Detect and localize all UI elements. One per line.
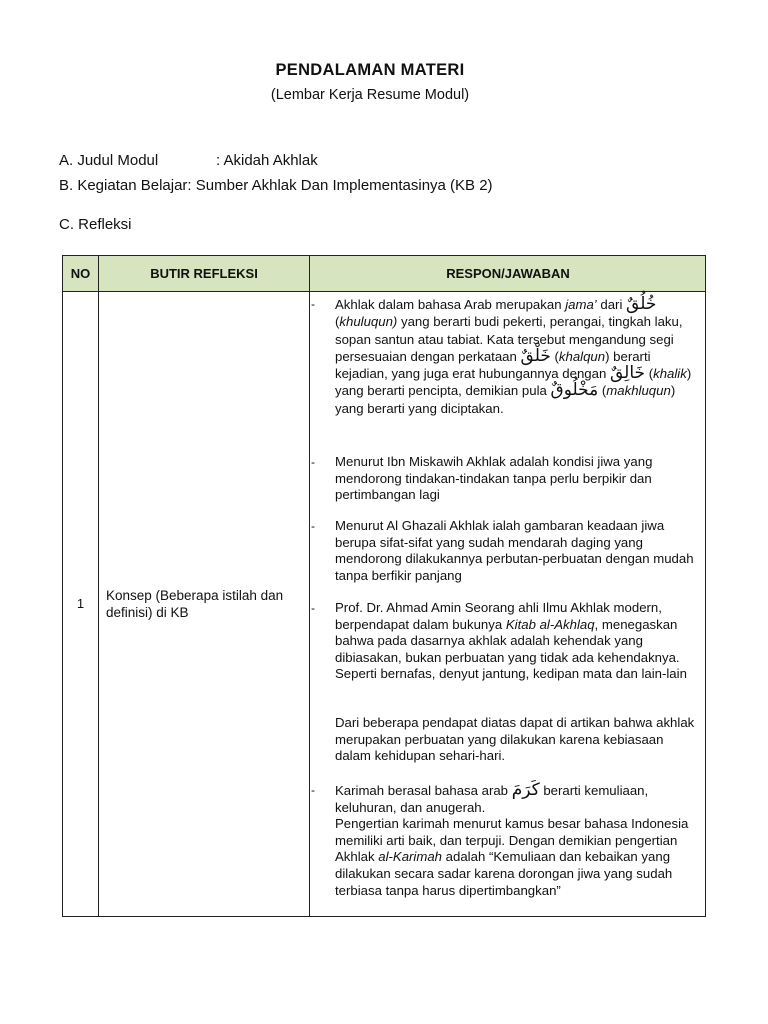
column-divider xyxy=(98,256,99,916)
column-header-no: NO xyxy=(70,266,91,281)
module-title-line xyxy=(59,152,318,169)
module-title-value: : Akidah Akhlak xyxy=(216,152,318,169)
response-item-al-ghazali: - Menurut Al Ghazali Akhlak ialah gambaran keadaan jiwa berupa sifat-sifat yang sudah mendarah daging yang mendorong dilakukannya perbutan-perbuatan dengan mudah tanpa berfikir panjang xyxy=(311,518,694,583)
response-item-ibn-miskawih: - Menurut Ibn Miskawih Akhlak adalah kondisi jiwa yang mendorong tindakan-tindakan tanpa perlu berpikir dan pertimbangan lagi xyxy=(311,454,653,503)
arabic-word: خُلُقٌ xyxy=(626,294,657,314)
learning-activity-label: B. Kegiatan Belajar xyxy=(59,177,188,194)
bullet-dash: - xyxy=(311,297,315,311)
column-header-respon: RESPON/JAWABAN xyxy=(446,266,570,281)
bullet-dash: - xyxy=(311,519,315,533)
column-header-butir: BUTIR REFLEKSI xyxy=(150,266,258,281)
response-item-ahmad-amin: - Prof. Dr. Ahmad Amin Seorang ahli Ilmu Akhlak modern, berpendapat dalam bukunya Kitab al-Akhlaq, menegaskan bahwa pada dasarnya akhlak adalah kehendak yang dibiasakan, bukan perbuatan yang tidak ada kehendaknya. Seperti bernafas, denyut jantung, kedipan mata dan lain-lain xyxy=(311,600,687,682)
arabic-word: خَلْقٌ xyxy=(520,345,551,366)
reflection-heading: C. Refleksi xyxy=(59,216,132,233)
response-item-conclusion: Dari beberapa pendapat diatas dapat di artikan bahwa akhlak merupakan perbuatan yang dilakukan karena kebiasaan dalam kehidupan sehari-hari. xyxy=(335,715,695,764)
response-item-akhlak-etymology: - Akhlak dalam bahasa Arab merupakan jama’ dari خُلُقٌ (khuluqun) yang berarti budi pekerti, perangai, tingkah laku, sopan santun atau tabiat. Kata tersebut mengandung segi persesuaian dengan perkataan خَلْقٌ (khalqun) berarti kejadian, yang juga erat hubungannya dengan خَالِقٌ (khalik) yang berarti pencipta, demikian pula مَخْلُوقٌ (makhluqun) yang berarti yang diciptakan. xyxy=(311,294,692,416)
column-divider xyxy=(309,256,310,916)
page-subtitle: (Lembar Kerja Resume Modul) xyxy=(270,87,470,103)
arabic-word: خَالِقٌ xyxy=(609,363,646,384)
row-number: 1 xyxy=(76,596,85,611)
learning-activity-line xyxy=(59,177,493,194)
page-title: PENDALAMAN MATERI xyxy=(275,61,465,79)
bullet-dash: - xyxy=(311,601,315,615)
reflection-table xyxy=(62,255,706,917)
arabic-word: مَخْلُوقٌ xyxy=(550,380,599,401)
learning-activity-value: : Sumber Akhlak Dan Implementasinya (KB 2) xyxy=(187,177,493,194)
module-title-label: A. Judul Modul xyxy=(59,152,159,169)
response-item-karimah: - Karimah berasal bahasa arab كَرَمَ berarti kemuliaan, keluhuran, dan anugerah. Pengertian karimah menurut kamus besar bahasa Indonesia memiliki arti baik, dan terpuji. Dengan demikian pengertian Akhlak al-Karimah adalah “Kemuliaan dan kebaikan yang dilakukan secara sadar karena dorongan jiwa yang sudah terbiasa tanpa harus dipertimbangkan” xyxy=(311,780,689,898)
arabic-word: كَرَمَ xyxy=(511,780,540,800)
row-butir-text: Konsep (Beberapa istilah dan definisi) di KB xyxy=(106,588,284,620)
bullet-dash: - xyxy=(311,783,315,797)
bullet-dash: - xyxy=(311,455,315,469)
